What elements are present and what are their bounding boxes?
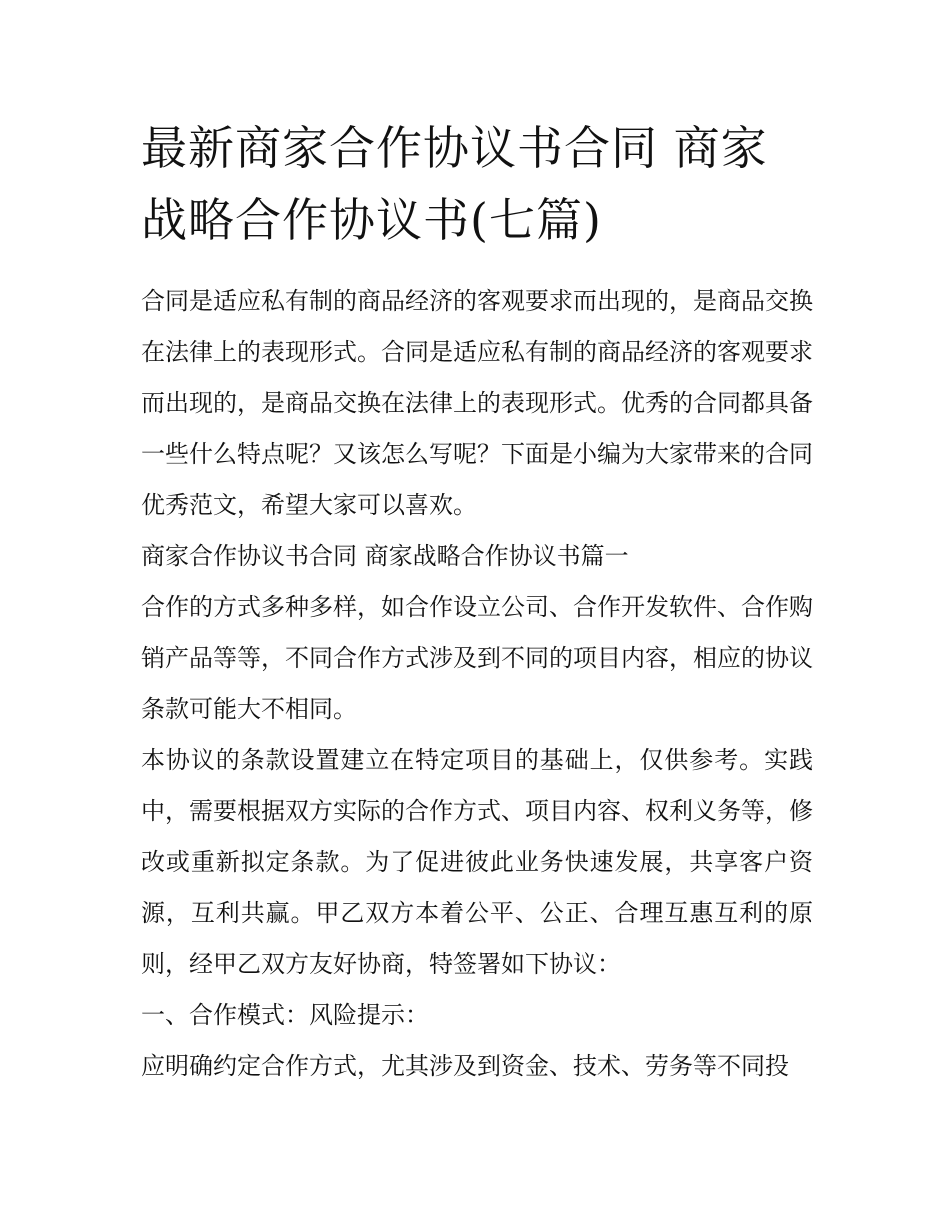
body-paragraph: 本协议的条款设置建立在特定项目的基础上，仅供参考。实践中，需要根据双方实际的合作方式、项目内容、权利义务等，修改或重新拟定条款。为了促进彼此业务快速发展，共享客户资源，互利共赢。甲乙双方本着公平、公正、合理互惠互利的原则，经甲乙双方友好协商，特签署如下协议： [141,746,813,978]
section-heading: 商家合作协议书合同 商家战略合作协议书篇一 [141,542,629,570]
document-body [141,112,813,1092]
document-title: 最新商家合作协议书合同 商家战略合作协议书(七篇) [141,121,768,247]
body-paragraph: 合作的方式多种多样，如合作设立公司、合作开发软件、合作购销产品等等，不同合作方式涉及到不同的项目内容，相应的协议条款可能大不相同。 [141,593,813,723]
intro-paragraph: 合同是适应私有制的商品经济的客观要求而出现的，是商品交换在法律上的表现形式。合同是适应私有制的商品经济的客观要求而出现的，是商品交换在法律上的表现形式。优秀的合同都具备一些什么特点呢？又该怎么写呢？下面是小编为大家带来的合同优秀范文，希望大家可以喜欢。 [141,287,813,519]
clause-heading: 一、合作模式：风险提示： [141,1001,429,1029]
body-paragraph: 应明确约定合作方式，尤其涉及到资金、技术、劳务等不同投 [141,1052,789,1080]
